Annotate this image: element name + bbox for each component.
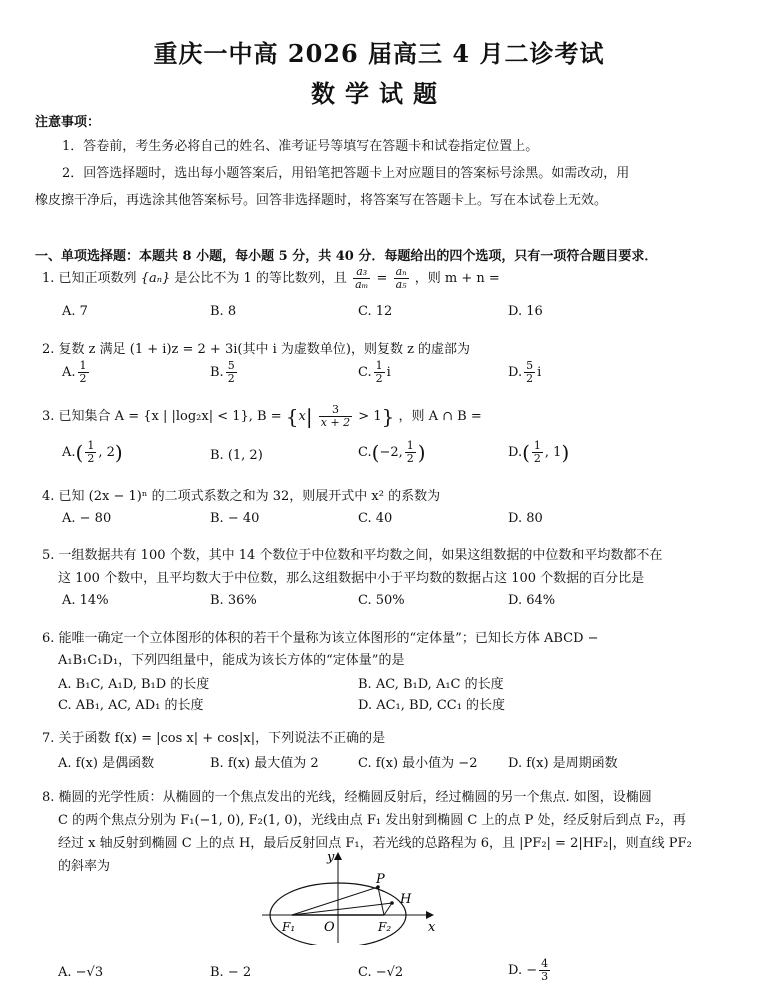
exam-subtitle: 数学试题	[311, 79, 447, 108]
notes-heading: 注意事项：	[35, 115, 101, 130]
question-4-stem: 4. 已知 (2x − 1)ⁿ 的二项式系数之和为 32，则展开式中 x² 的系数为	[42, 489, 441, 504]
q4-option-b: B. − 40	[210, 511, 260, 526]
ray-h-f1	[292, 903, 392, 915]
q1-option-a: A. 7	[62, 304, 88, 319]
label-h: H	[400, 892, 412, 907]
question-6-line-2: A₁B₁C₁D₁，下列四组量中，能成为该长方体的“定体量”的是	[58, 653, 405, 668]
q8-option-d: D. − $\frac{4}{3}$	[508, 957, 549, 983]
q5-option-c: C. 50%	[358, 593, 405, 608]
question-1-stem: 1. 已知正项数列 {aₙ} 是公比不为 1 的等比数列，且 $\frac{\text{a₃}}{\text{aₘ}}$ = $\frac{\text{aₙ}}{\text{a₅}}$ ，则 m + n =	[42, 265, 500, 291]
q2-option-b: B. $\frac{5}{2}$	[210, 359, 235, 385]
set-bar: |	[305, 404, 313, 429]
q4-option-c: C. 40	[358, 511, 393, 526]
question-5-line-1: 5. 一组数据共有 100 个数，其中 14 个数位于中位数和平均数之间，如果这组数据的中位数和平均数都不在	[42, 548, 663, 563]
notes-item-2-line-1: 2．回答选择题时，选出每小题答案后，用铅笔把答题卡上对应题目的答案标号涂黑。如需改动，用	[62, 166, 630, 181]
exam-title: 重庆一中高 2026 届高三 4 月二诊考试	[153, 39, 605, 68]
q6-option-b: B. AC, B₁D, A₁C 的长度	[358, 677, 504, 692]
q1-option-b: B. 8	[210, 304, 237, 319]
fraction: $\frac{1}{2}$	[87, 439, 95, 465]
q5-option-d: D. 64%	[508, 593, 556, 608]
notes-item-1: 1．答卷前，考生务必将自己的姓名、准考证号等填写在答题卡和试卷指定位置上。	[62, 139, 539, 154]
fraction: $\frac{\text{aₙ}}{\text{a₅}}$	[395, 265, 407, 291]
fraction: $\frac{1}{2}$	[533, 439, 541, 465]
q3-option-c: C.(−2, $\frac{1}{2}$ )	[358, 439, 426, 465]
question-8-line-2: C 的两个焦点分别为 F₁(−1, 0), F₂(1, 0)，光线由点 F₁ 发出射到椭圆 C 上的点 P 处，经反射后到点 F₂，再	[58, 813, 686, 828]
notes-item-2-line-2: 橡皮擦干净后，再选涂其他答案标号。回答非选择题时，将答案写在答题卡上。写在本试卷上无效。	[35, 193, 608, 208]
q2-option-a: A. $\frac{1}{2}$	[62, 359, 87, 385]
q8-option-a: A. −√3	[58, 965, 104, 980]
question-7-stem: 7. 关于函数 f(x) = |cos x| + cos|x|，下列说法不正确的是	[42, 731, 386, 746]
question-2-stem: 2. 复数 z 满足 (1 + i)z = 2 + 3i(其中 i 为虚数单位)，则复数 z 的虚部为	[42, 342, 471, 357]
question-8-line-3: 经过 x 轴反射到椭圆 C 上的点 H，最后反射回点 F₁，若光线的总路程为 6，且 |PF₂| = 2|HF₂|，则直线 PF₂	[58, 836, 692, 851]
q7-option-b: B. f(x) 最大值为 2	[210, 756, 319, 771]
q7-option-a: A. f(x) 是偶函数	[58, 756, 155, 771]
label-f1: F₁	[282, 920, 296, 934]
ray-f2-h	[384, 903, 392, 915]
fraction: $\frac{\text{a₃}}{\text{aₘ}}$	[355, 265, 369, 291]
label-y: y	[327, 850, 335, 865]
section-1-heading: 一、单项选择题：本题共 8 小题，每小题 5 分，共 40 分．每题给出的四个选项，只有一项符合题目要求．	[35, 249, 658, 264]
question-5-line-2: 这 100 个数中，且平均数大于中位数，那么这组数据中小于平均数的数据占这 100 个数据的百分比是	[58, 571, 645, 586]
fraction: $\frac{4}{3}$	[541, 957, 549, 983]
point-h	[390, 901, 394, 905]
question-6-line-1: 6. 能唯一确定一个立体图形的体积的若干个量称为该立体图形的“定体量”；已知长方体 ABCD −	[42, 631, 599, 646]
q7-option-d: D. f(x) 是周期函数	[508, 756, 618, 771]
q3-option-b: B. (1, 2)	[210, 448, 263, 463]
q1-option-c: C. 12	[358, 304, 393, 319]
q3-option-d: D.( $\frac{1}{2}$ , 1)	[508, 439, 570, 465]
label-x: x	[428, 920, 436, 935]
question-8-line-1: 8. 椭圆的光学性质：从椭圆的一个焦点发出的光线，经椭圆反射后，经过椭圆的另一个焦点. 如图，设椭圆	[42, 790, 652, 805]
q4-option-a: A. − 80	[62, 511, 112, 526]
q3-option-a: A.( $\frac{1}{2}$ , 2)	[62, 439, 123, 465]
q2-option-d: D. $\frac{5}{2}$ i	[508, 359, 542, 385]
fraction: $\frac{1}{2}$	[79, 359, 87, 385]
q6-option-a: A. B₁C, A₁D, B₁D 的长度	[58, 677, 210, 692]
fraction: $\frac{1}{2}$	[406, 439, 414, 465]
q7-option-c: C. f(x) 最小值为 −2	[358, 756, 478, 771]
fraction: $\frac{3}{x + 2}$	[320, 403, 351, 429]
fraction: $\frac{5}{2}$	[227, 359, 235, 385]
ray-f1-p	[292, 887, 378, 915]
question-8-line-4: 的斜率为	[58, 859, 111, 874]
label-f2: F₂	[378, 920, 392, 934]
question-3-stem: 3. 已知集合 A = {x | |log₂x| < 1}, B = {x| $\frac{3}{x + 2}$ > 1} ，则 A ∩ B =	[42, 403, 482, 429]
q6-option-d: D. AC₁, BD, CC₁ 的长度	[358, 698, 506, 713]
label-o: O	[324, 920, 335, 935]
q2-option-c: C. $\frac{1}{2}$ i	[358, 359, 391, 385]
q8-option-c: C. −√2	[358, 965, 404, 980]
ellipse-figure	[258, 845, 448, 945]
q8-option-b: B. − 2	[210, 965, 252, 980]
q4-option-d: D. 80	[508, 511, 543, 526]
q5-option-b: B. 36%	[210, 593, 257, 608]
q6-option-c: C. AB₁, AC, AD₁ 的长度	[58, 698, 204, 713]
q1-option-d: D. 16	[508, 304, 543, 319]
fraction: $\frac{1}{2}$	[375, 359, 383, 385]
q5-option-a: A. 14%	[62, 593, 109, 608]
fraction: $\frac{5}{2}$	[526, 359, 534, 385]
label-p: P	[376, 872, 385, 887]
